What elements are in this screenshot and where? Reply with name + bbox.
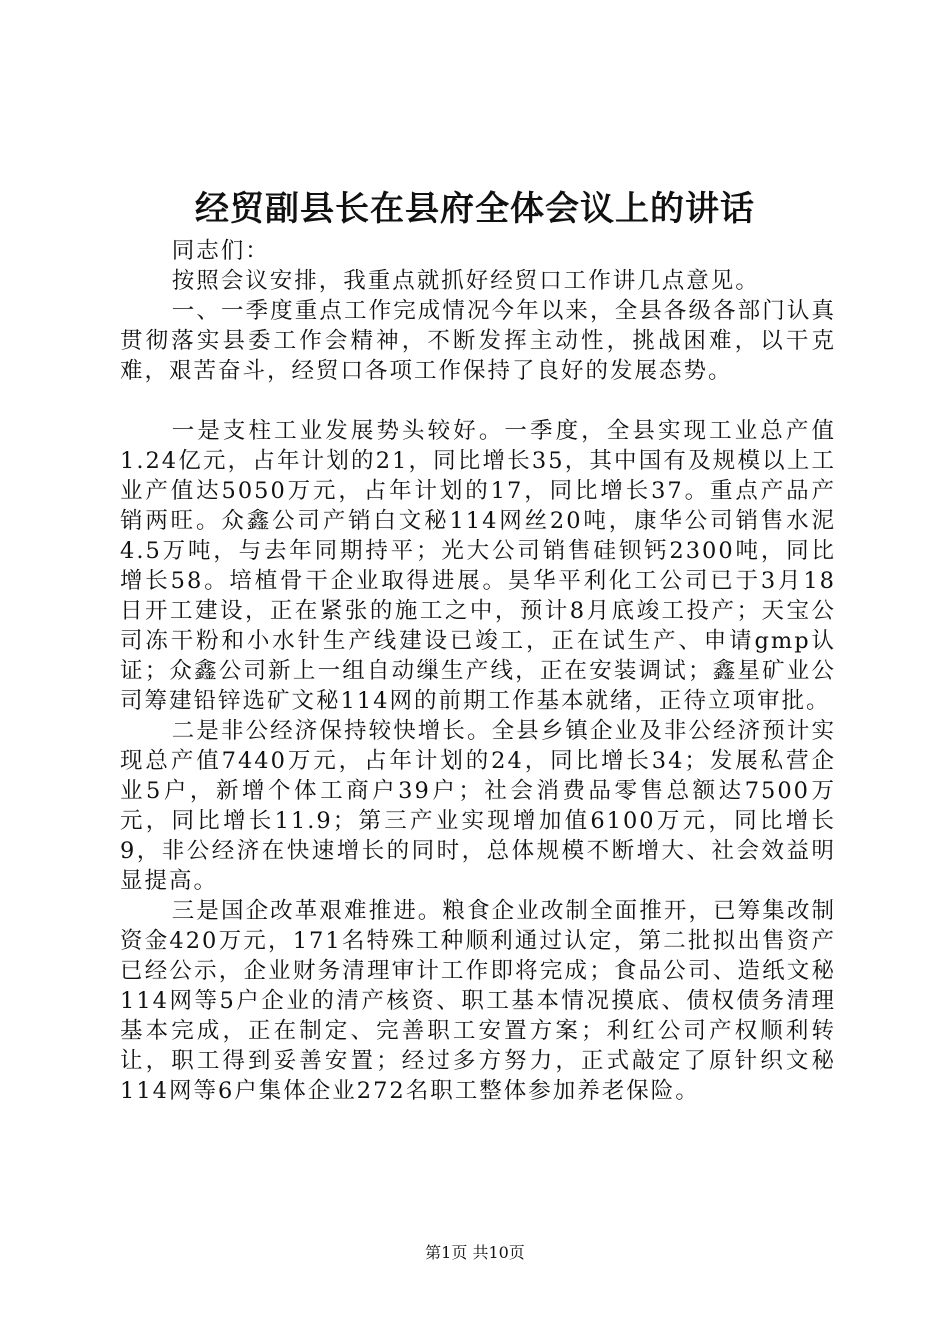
document-title: 经贸副县长在县府全体会议上的讲话 (195, 189, 755, 229)
page-number-footer: 第1页 共10页 (425, 1243, 525, 1262)
state-enterprise-reform-paragraph: 三是国企改革艰难推进。粮食企业改制全面推开，已筹集改制资金420万元，171名特殊工种顺利通过认定，第二批拟出售资产已经公示，企业财务清理审计工作即将完成；食品公司、造纸文秘114网等5户企业的清产核资、职工基本情况摸底、债权债务清理基本完成，正在制定、完善职工安置方案；利红公司产权顺利转让，职工得到妥善安置；经过多方努力，正式敲定了原针织文秘114网等6户集体企业272名职工整体参加养老保险。 (120, 898, 836, 1104)
section-one-heading-paragraph: 一、一季度重点工作完成情况今年以来，全县各级各部门认真贯彻落实县委工作会精神，不断发挥主动性，挑战困难，以干克难，艰苦奋斗，经贸口各项工作保持了良好的发展态势。 (120, 298, 836, 384)
industry-paragraph: 一是支柱工业发展势头较好。一季度，全县实现工业总产值1.24亿元，占年计划的21，同比增长35，其中国有及规模以上工业产值达5050万元，占年计划的17，同比增长37。重点产品产销两旺。众鑫公司产销白文秘114网丝20吨，康华公司销售水泥4.5万吨，与去年同期持平；光大公司销售硅钡钙2300吨，同比增长58。培植骨干企业取得进展。昊华平利化工公司已于3月18日开工建设，正在紧张的施工之中，预计8月底竣工投产；天宝公司冻干粉和小水针生产线建设已竣工，正在试生产、申请gmp认证；众鑫公司新上一组自动缫生产线，正在安装调试；鑫星矿业公司筹建铅锌选矿文秘114网的前期工作基本就绪，正待立项审批。 (120, 418, 836, 714)
non-public-economy-paragraph: 二是非公经济保持较快增长。全县乡镇企业及非公经济预计实现总产值7440万元，占年计划的24，同比增长34；发展私营企业5户，新增个体工商户39户；社会消费品零售总额达7500万元，同比增长11.9；第三产业实现增加值6100万元，同比增长9，非公经济在快速增长的同时，总体规模不断增大、社会效益明显提高。 (120, 718, 836, 894)
document-body (120, 236, 836, 1106)
intro-paragraph: 按照会议安排，我重点就抓好经贸口工作讲几点意见。 (171, 268, 760, 294)
salutation-paragraph: 同志们： (171, 238, 270, 264)
